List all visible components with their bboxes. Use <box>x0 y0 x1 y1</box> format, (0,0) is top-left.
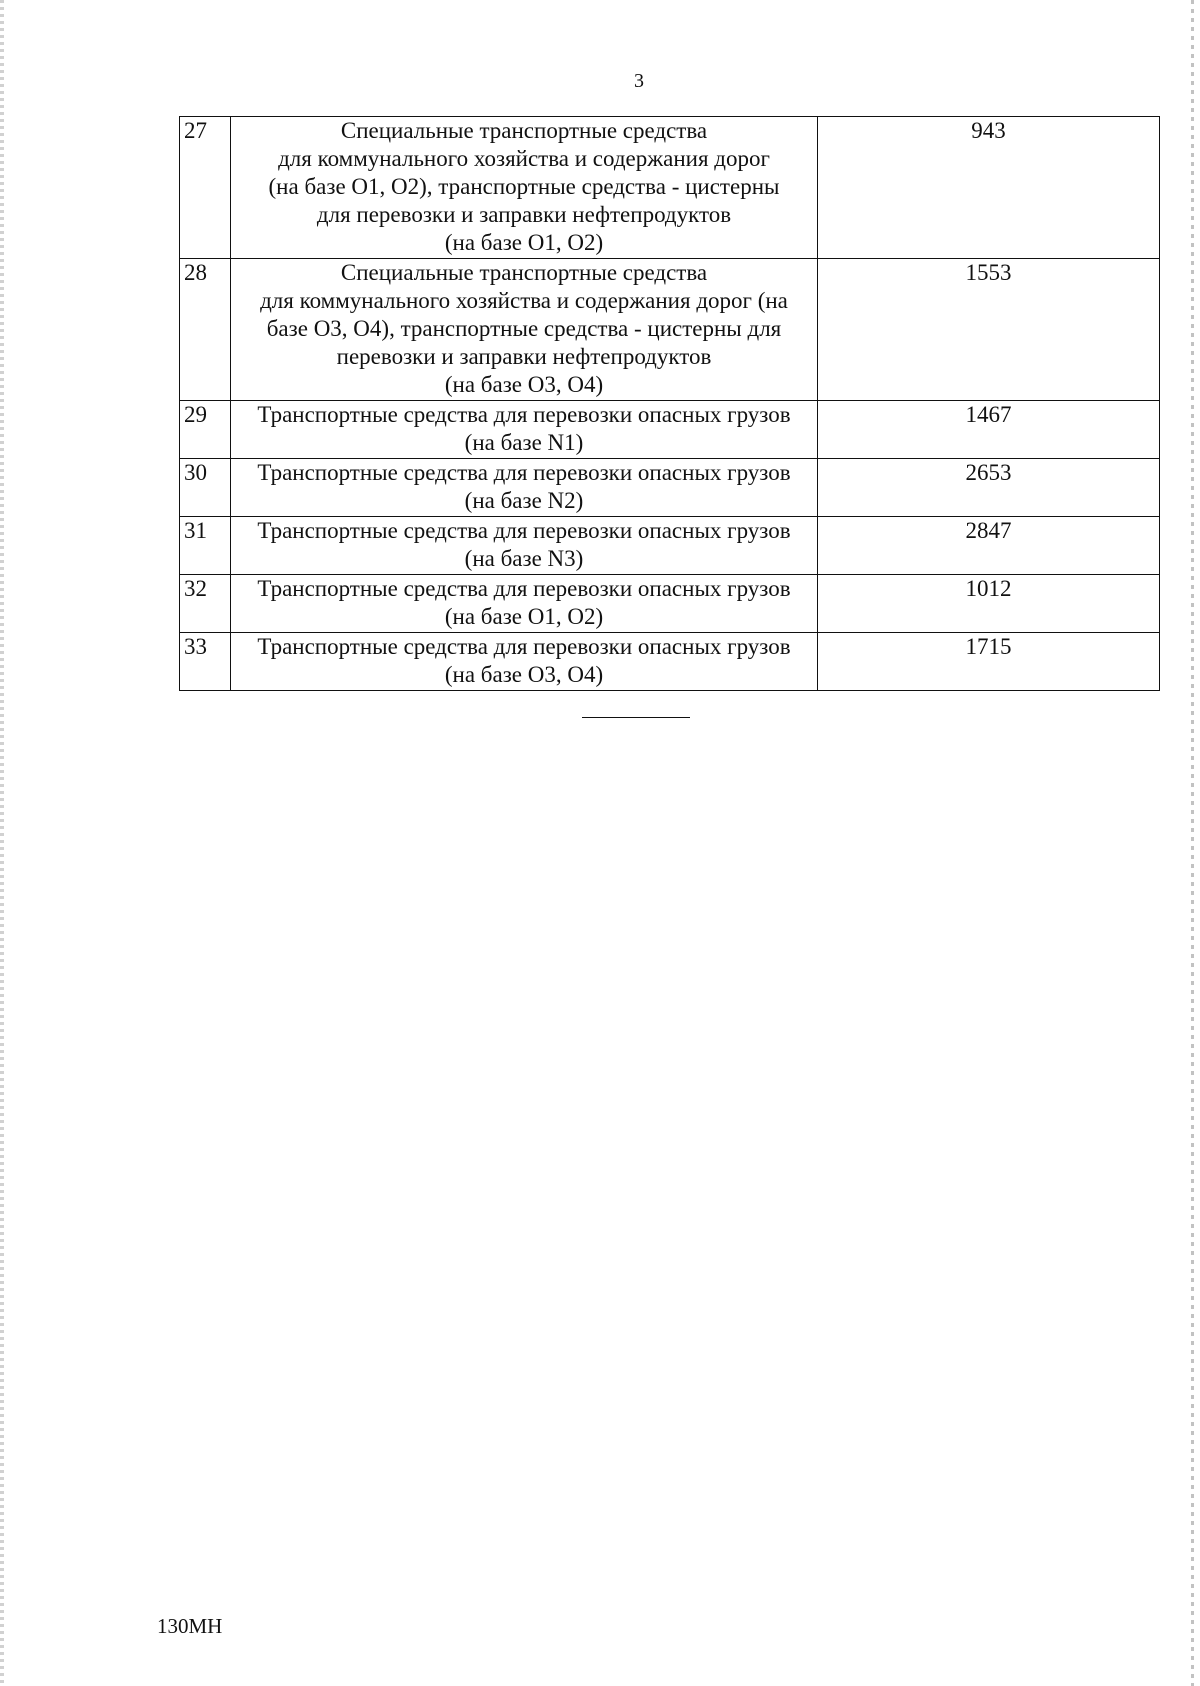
table-row <box>180 575 1160 633</box>
description-line: Транспортные средства для перевозки опасных грузов <box>257 402 791 427</box>
fee-value: 943 <box>818 117 1160 259</box>
description-line: Специальные транспортные средства <box>340 260 708 285</box>
row-number: 28 <box>180 259 231 401</box>
scan-edge-left <box>0 0 4 1686</box>
description-line: Транспортные средства для перевозки опасных грузов <box>257 634 791 659</box>
row-number: 27 <box>180 117 231 259</box>
description-line: (на базе N3) <box>464 546 584 571</box>
description-line: (на базе N1) <box>464 430 584 455</box>
vehicle-description <box>231 401 818 459</box>
description-line: (на базе O3, O4) <box>444 662 604 687</box>
table-row <box>180 517 1160 575</box>
description-line: Транспортные средства для перевозки опасных грузов <box>257 518 791 543</box>
fee-value: 1715 <box>818 633 1160 691</box>
row-number: 30 <box>180 459 231 517</box>
table-row <box>180 117 1160 259</box>
description-line: для коммунального хозяйства и содержания дорог <box>278 146 770 171</box>
vehicle-description <box>231 117 818 259</box>
description-line: для коммунального хозяйства и содержания дорог (на <box>260 288 788 313</box>
table-row <box>180 633 1160 691</box>
vehicle-fee-table <box>179 116 1160 691</box>
vehicle-description <box>231 259 818 401</box>
table-row <box>180 259 1160 401</box>
description-line: (на базе N2) <box>464 488 584 513</box>
vehicle-description <box>231 459 818 517</box>
description-line: Транспортные средства для перевозки опасных грузов <box>257 460 791 485</box>
description-line: (на базе O1, O2) <box>444 604 604 629</box>
row-number: 29 <box>180 401 231 459</box>
description-line: (на базе O1, O2) <box>444 230 604 255</box>
fee-value: 2653 <box>818 459 1160 517</box>
description-line: базе O3, O4), транспортные средства - цистерны для <box>266 316 782 341</box>
vehicle-description <box>231 633 818 691</box>
table-row <box>180 459 1160 517</box>
fee-value: 1553 <box>818 259 1160 401</box>
description-line: Специальные транспортные средства <box>340 118 708 143</box>
end-of-document-rule <box>582 717 690 718</box>
description-line: для перевозки и заправки нефтепродуктов <box>316 202 732 227</box>
fee-value: 2847 <box>818 517 1160 575</box>
vehicle-description <box>231 575 818 633</box>
table-body <box>180 117 1160 691</box>
row-number: 31 <box>180 517 231 575</box>
table-row <box>180 401 1160 459</box>
description-line: (на базе O3, O4) <box>444 372 604 397</box>
description-line: (на базе O1, O2), транспортные средства - цистерны <box>268 174 780 199</box>
scan-edge-right <box>1191 0 1194 1686</box>
document-code: 130МН <box>157 1614 223 1638</box>
description-line: перевозки и заправки нефтепродуктов <box>336 344 712 369</box>
fee-value: 1012 <box>818 575 1160 633</box>
description-line: Транспортные средства для перевозки опасных грузов <box>257 576 791 601</box>
vehicle-description <box>231 517 818 575</box>
page-number: 3 <box>634 70 644 92</box>
row-number: 32 <box>180 575 231 633</box>
row-number: 33 <box>180 633 231 691</box>
fee-value: 1467 <box>818 401 1160 459</box>
